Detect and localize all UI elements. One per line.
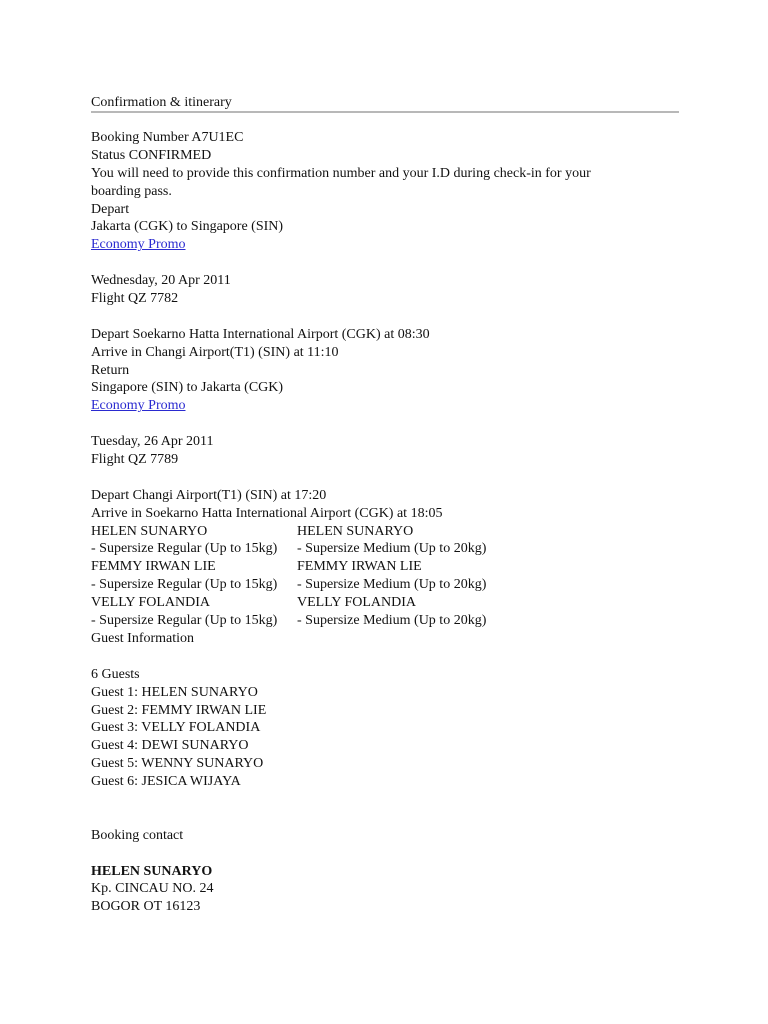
baggage-allowance-row [91,540,691,558]
baggage-allowance-row [91,576,691,594]
passenger-name-depart: VELLY FOLANDIA [91,595,211,611]
title-divider [91,111,679,113]
contact-address-line-2: BOGOR OT 16123 [91,899,201,915]
contact-address-line-1: Kp. CINCAU NO. 24 [91,881,214,897]
passenger-name-depart: HELEN SUNARYO [91,523,208,539]
baggage-passenger-row [91,558,691,576]
checkin-notice-line-2: boarding pass. [91,183,172,199]
guest-item: Guest 5: WENNY SUNARYO [91,756,264,772]
baggage-passenger-row [91,594,691,612]
passenger-name-depart: FEMMY IRWAN LIE [91,559,216,575]
passenger-name-return: HELEN SUNARYO [297,523,414,539]
booking-status: Status CONFIRMED [91,147,212,163]
depart-flight: Flight QZ 7782 [91,291,179,307]
guest-item: Guest 2: FEMMY IRWAN LIE [91,702,267,718]
baggage-return: - Supersize Medium (Up to 20kg) [297,541,487,557]
baggage-depart: - Supersize Regular (Up to 15kg) [91,613,278,629]
return-departure: Depart Changi Airport(T1) (SIN) at 17:20 [91,487,327,503]
spacer [91,809,691,827]
baggage-return: - Supersize Medium (Up to 20kg) [297,577,487,593]
guest-item: Guest 3: VELLY FOLANDIA [91,720,261,736]
page-title: Confirmation & itinerary [91,95,232,110]
return-date: Tuesday, 26 Apr 2011 [91,434,214,450]
guest-item: Guest 4: DEWI SUNARYO [91,738,249,754]
baggage-passenger-row [91,523,691,541]
spacer [91,845,691,863]
spacer [91,469,691,487]
return-label: Return [91,362,130,378]
guest-item: Guest 6: JESICA WIJAYA [91,774,241,790]
depart-date: Wednesday, 20 Apr 2011 [91,273,231,289]
itinerary-document [91,94,691,916]
return-flight: Flight QZ 7789 [91,452,179,468]
depart-departure: Depart Soekarno Hatta International Airport (CGK) at 08:30 [91,326,430,342]
spacer [91,254,691,272]
passenger-name-return: VELLY FOLANDIA [297,595,417,611]
baggage-table [91,523,691,630]
spacer [91,415,691,433]
return-fare-link[interactable]: Economy Promo [91,398,186,414]
depart-fare-link[interactable]: Economy Promo [91,237,186,253]
passenger-name-return: FEMMY IRWAN LIE [297,559,422,575]
return-arrival: Arrive in Soekarno Hatta International Airport (CGK) at 18:05 [91,505,443,521]
baggage-depart: - Supersize Regular (Up to 15kg) [91,577,278,593]
guest-count: 6 Guests [91,666,140,682]
guest-info-title: Guest Information [91,630,195,646]
baggage-depart: - Supersize Regular (Up to 15kg) [91,541,278,557]
depart-arrival: Arrive in Changi Airport(T1) (SIN) at 11:10 [91,344,339,360]
spacer [91,791,691,809]
depart-route: Jakarta (CGK) to Singapore (SIN) [91,219,284,235]
contact-name: HELEN SUNARYO [91,863,213,879]
guest-item: Guest 1: HELEN SUNARYO [91,684,258,700]
booking-number: Booking Number A7U1EC [91,130,244,145]
baggage-return: - Supersize Medium (Up to 20kg) [297,613,487,629]
spacer [91,308,691,326]
return-route: Singapore (SIN) to Jakarta (CGK) [91,380,284,396]
checkin-notice-line-1: You will need to provide this confirmation number and your I.D during check-in for your [91,165,591,181]
booking-contact-title: Booking contact [91,827,184,843]
spacer [91,648,691,666]
baggage-allowance-row [91,612,691,630]
depart-label: Depart [91,201,130,217]
